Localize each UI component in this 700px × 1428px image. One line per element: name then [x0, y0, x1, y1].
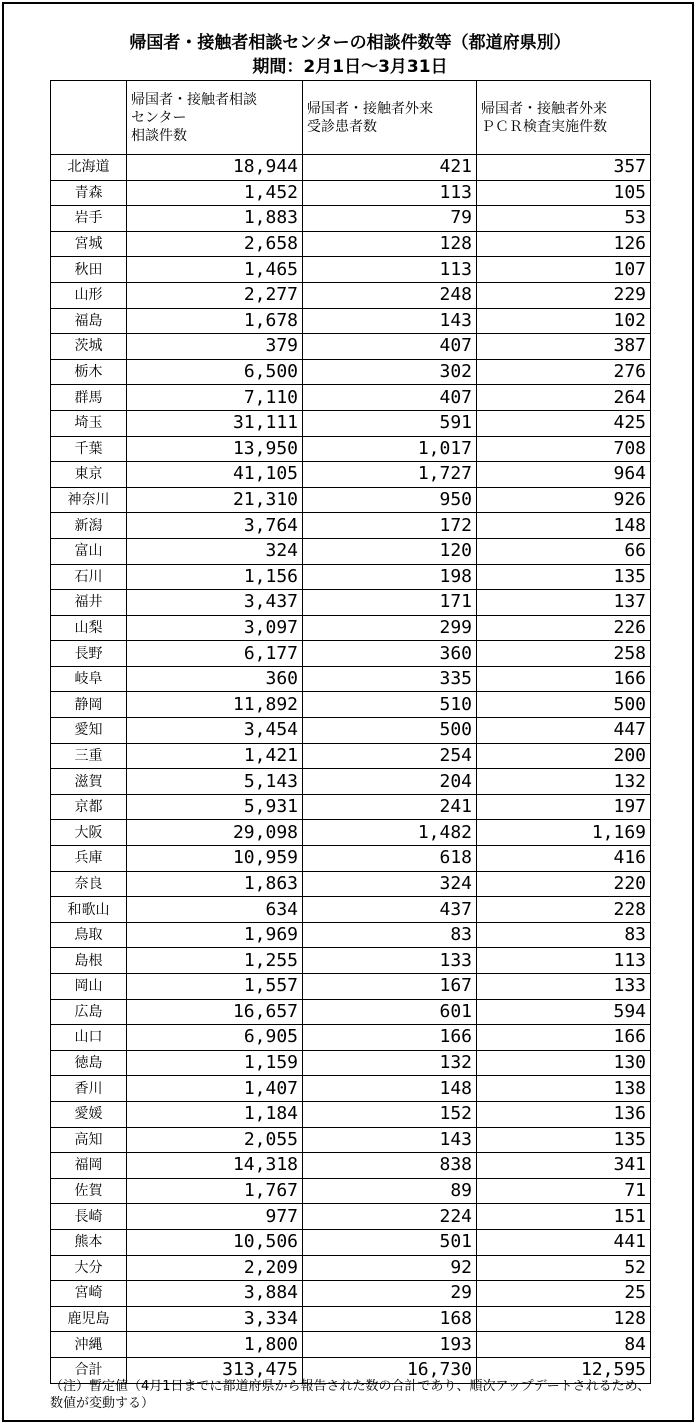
prefecture-cell: 山口	[51, 1025, 127, 1051]
table-row	[51, 462, 651, 488]
header-pcr-tests: 帰国者・接触者外来 ＰＣＲ検査実施件数	[477, 81, 651, 155]
pcr-tests-cell: 25	[477, 1281, 651, 1307]
table-row	[51, 1025, 651, 1051]
prefecture-cell: 滋賀	[51, 769, 127, 795]
prefecture-cell: 合計	[51, 1357, 127, 1383]
prefecture-cell: 島根	[51, 948, 127, 974]
table-row	[51, 359, 651, 385]
table-title: 帰国者・接触者相談センターの相談件数等（都道府県別）	[129, 33, 571, 53]
prefecture-cell: 東京	[51, 462, 127, 488]
table-row	[51, 385, 651, 411]
pcr-tests-cell: 151	[477, 1204, 651, 1230]
consultations-cell: 3,437	[127, 590, 303, 616]
consultations-cell: 16,657	[127, 999, 303, 1025]
prefecture-cell: 長崎	[51, 1204, 127, 1230]
consultations-cell: 1,156	[127, 564, 303, 590]
consultations-cell: 31,111	[127, 410, 303, 436]
prefecture-cell: 茨城	[51, 334, 127, 360]
outpatient-visits-cell: 950	[303, 487, 477, 513]
outpatient-visits-cell: 501	[303, 1229, 477, 1255]
outpatient-visits-cell: 1,482	[303, 820, 477, 846]
table-row	[51, 513, 651, 539]
outpatient-visits-cell: 302	[303, 359, 477, 385]
table-row	[51, 1050, 651, 1076]
table-row	[51, 999, 651, 1025]
table-row	[51, 564, 651, 590]
prefecture-cell: 大分	[51, 1255, 127, 1281]
pcr-tests-cell: 135	[477, 1127, 651, 1153]
outpatient-visits-cell: 335	[303, 666, 477, 692]
outpatient-visits-cell: 248	[303, 282, 477, 308]
outpatient-visits-cell: 1,017	[303, 436, 477, 462]
table-row	[51, 1101, 651, 1127]
outpatient-visits-cell: 172	[303, 513, 477, 539]
pcr-tests-cell: 135	[477, 564, 651, 590]
outpatient-visits-cell: 113	[303, 257, 477, 283]
consultations-cell: 313,475	[127, 1357, 303, 1383]
table-row	[51, 615, 651, 641]
table-row	[51, 794, 651, 820]
outpatient-visits-cell: 143	[303, 1127, 477, 1153]
pcr-tests-cell: 594	[477, 999, 651, 1025]
consultations-cell: 13,950	[127, 436, 303, 462]
consultations-cell: 2,055	[127, 1127, 303, 1153]
prefecture-cell: 千葉	[51, 436, 127, 462]
prefecture-cell: 神奈川	[51, 487, 127, 513]
pcr-tests-cell: 1,169	[477, 820, 651, 846]
consultations-cell: 1,465	[127, 257, 303, 283]
table-row	[51, 538, 651, 564]
consultations-cell: 5,143	[127, 769, 303, 795]
outpatient-visits-cell: 591	[303, 410, 477, 436]
prefecture-cell: 愛知	[51, 718, 127, 744]
consultations-cell: 634	[127, 897, 303, 923]
outpatient-visits-cell: 241	[303, 794, 477, 820]
prefecture-cell: 栃木	[51, 359, 127, 385]
consultations-cell: 5,931	[127, 794, 303, 820]
consultations-cell: 379	[127, 334, 303, 360]
table-row	[51, 820, 651, 846]
consultations-cell: 6,905	[127, 1025, 303, 1051]
pcr-tests-cell: 138	[477, 1076, 651, 1102]
pcr-tests-cell: 105	[477, 180, 651, 206]
pcr-tests-cell: 276	[477, 359, 651, 385]
pcr-tests-cell: 133	[477, 974, 651, 1000]
pcr-tests-cell: 83	[477, 922, 651, 948]
prefecture-cell: 新潟	[51, 513, 127, 539]
consultations-cell: 1,800	[127, 1332, 303, 1358]
consultations-cell: 324	[127, 538, 303, 564]
pcr-tests-cell: 71	[477, 1178, 651, 1204]
prefecture-cell: 山梨	[51, 615, 127, 641]
consultations-cell: 977	[127, 1204, 303, 1230]
prefecture-cell: 和歌山	[51, 897, 127, 923]
outpatient-visits-cell: 407	[303, 334, 477, 360]
prefecture-cell: 北海道	[51, 155, 127, 181]
consultations-cell: 3,334	[127, 1306, 303, 1332]
table-row	[51, 487, 651, 513]
consultations-cell: 1,969	[127, 922, 303, 948]
outpatient-visits-cell: 407	[303, 385, 477, 411]
consultations-cell: 1,557	[127, 974, 303, 1000]
consultations-cell: 7,110	[127, 385, 303, 411]
consultations-cell: 6,177	[127, 641, 303, 667]
table-row	[51, 1076, 651, 1102]
table-row	[51, 769, 651, 795]
pcr-tests-cell: 107	[477, 257, 651, 283]
prefecture-cell: 石川	[51, 564, 127, 590]
pcr-tests-cell: 137	[477, 590, 651, 616]
prefecture-cell: 広島	[51, 999, 127, 1025]
pcr-tests-cell: 166	[477, 666, 651, 692]
pcr-tests-cell: 136	[477, 1101, 651, 1127]
outpatient-visits-cell: 133	[303, 948, 477, 974]
outpatient-visits-cell: 132	[303, 1050, 477, 1076]
outpatient-visits-cell: 299	[303, 615, 477, 641]
table-row	[51, 334, 651, 360]
period-label: 期間：2月1日～3月31日	[252, 57, 448, 77]
consultations-cell: 1,159	[127, 1050, 303, 1076]
prefecture-cell: 兵庫	[51, 846, 127, 872]
consultations-cell: 3,097	[127, 615, 303, 641]
footnote: （注）暫定値（4月1日までに都道府県から報告された数の合計であり、順次アップデートされるため、数値が変動する）	[50, 1379, 651, 1411]
outpatient-visits-cell: 224	[303, 1204, 477, 1230]
consultations-cell: 1,255	[127, 948, 303, 974]
pcr-tests-cell: 708	[477, 436, 651, 462]
table-row	[51, 155, 651, 181]
table-row	[51, 1153, 651, 1179]
consultations-cell: 29,098	[127, 820, 303, 846]
prefecture-cell: 福井	[51, 590, 127, 616]
pcr-tests-cell: 132	[477, 769, 651, 795]
table-row	[51, 897, 651, 923]
table-row	[51, 1127, 651, 1153]
pcr-tests-cell: 53	[477, 206, 651, 232]
table-row	[51, 948, 651, 974]
prefecture-cell: 宮崎	[51, 1281, 127, 1307]
prefecture-cell: 鳥取	[51, 922, 127, 948]
header-consultations: 帰国者・接触者相談 センター 相談件数	[127, 81, 303, 155]
prefecture-cell: 埼玉	[51, 410, 127, 436]
prefecture-cell: 宮城	[51, 231, 127, 257]
header-row	[51, 81, 651, 155]
pcr-tests-cell: 926	[477, 487, 651, 513]
header-outpatient-visits: 帰国者・接触者外来 受診患者数	[303, 81, 477, 155]
prefecture-cell: 岐阜	[51, 666, 127, 692]
consultations-cell: 360	[127, 666, 303, 692]
consultations-cell: 1,767	[127, 1178, 303, 1204]
prefecture-cell: 徳島	[51, 1050, 127, 1076]
consultations-cell: 1,863	[127, 871, 303, 897]
outpatient-visits-cell: 204	[303, 769, 477, 795]
outpatient-visits-cell: 324	[303, 871, 477, 897]
consultations-cell: 2,658	[127, 231, 303, 257]
consultations-cell: 11,892	[127, 692, 303, 718]
table-row	[51, 692, 651, 718]
pcr-tests-cell: 341	[477, 1153, 651, 1179]
consultations-cell: 41,105	[127, 462, 303, 488]
table-row	[51, 871, 651, 897]
prefecture-cell: 長野	[51, 641, 127, 667]
outpatient-visits-cell: 167	[303, 974, 477, 1000]
prefecture-cell: 福島	[51, 308, 127, 334]
consultations-cell: 10,959	[127, 846, 303, 872]
table-row	[51, 590, 651, 616]
pcr-tests-cell: 84	[477, 1332, 651, 1358]
pcr-tests-cell: 102	[477, 308, 651, 334]
table-row	[51, 1306, 651, 1332]
pcr-tests-cell: 357	[477, 155, 651, 181]
pcr-tests-cell: 425	[477, 410, 651, 436]
outpatient-visits-cell: 16,730	[303, 1357, 477, 1383]
consultations-cell: 10,506	[127, 1229, 303, 1255]
outpatient-visits-cell: 89	[303, 1178, 477, 1204]
pcr-tests-cell: 52	[477, 1255, 651, 1281]
prefecture-cell: 静岡	[51, 692, 127, 718]
table-row	[51, 410, 651, 436]
outpatient-visits-cell: 128	[303, 231, 477, 257]
pcr-tests-cell: 130	[477, 1050, 651, 1076]
outpatient-visits-cell: 510	[303, 692, 477, 718]
outpatient-visits-cell: 152	[303, 1101, 477, 1127]
prefecture-cell: 岡山	[51, 974, 127, 1000]
table-row	[51, 641, 651, 667]
prefecture-cell: 香川	[51, 1076, 127, 1102]
outpatient-visits-cell: 83	[303, 922, 477, 948]
consultations-cell: 1,883	[127, 206, 303, 232]
prefecture-cell: 奈良	[51, 871, 127, 897]
outpatient-visits-cell: 838	[303, 1153, 477, 1179]
pcr-tests-cell: 220	[477, 871, 651, 897]
pcr-tests-cell: 126	[477, 231, 651, 257]
table-row	[51, 1332, 651, 1358]
pcr-tests-cell: 441	[477, 1229, 651, 1255]
table-row	[51, 308, 651, 334]
pcr-tests-cell: 264	[477, 385, 651, 411]
prefecture-cell: 富山	[51, 538, 127, 564]
pcr-tests-cell: 128	[477, 1306, 651, 1332]
prefecture-cell: 青森	[51, 180, 127, 206]
pcr-tests-cell: 416	[477, 846, 651, 872]
outpatient-visits-cell: 120	[303, 538, 477, 564]
outpatient-visits-cell: 1,727	[303, 462, 477, 488]
table-row	[51, 1204, 651, 1230]
prefecture-cell: 大阪	[51, 820, 127, 846]
outpatient-visits-cell: 437	[303, 897, 477, 923]
consultations-cell: 1,421	[127, 743, 303, 769]
outpatient-visits-cell: 168	[303, 1306, 477, 1332]
outpatient-visits-cell: 166	[303, 1025, 477, 1051]
consultations-cell: 1,407	[127, 1076, 303, 1102]
consultations-cell: 18,944	[127, 155, 303, 181]
pcr-tests-cell: 200	[477, 743, 651, 769]
table-row	[51, 180, 651, 206]
table-row	[51, 1281, 651, 1307]
pcr-tests-cell: 166	[477, 1025, 651, 1051]
pcr-tests-cell: 229	[477, 282, 651, 308]
prefecture-cell: 秋田	[51, 257, 127, 283]
prefecture-cell: 佐賀	[51, 1178, 127, 1204]
consultations-cell: 2,277	[127, 282, 303, 308]
outpatient-visits-cell: 113	[303, 180, 477, 206]
prefecture-cell: 岩手	[51, 206, 127, 232]
table-row	[51, 846, 651, 872]
pcr-tests-cell: 500	[477, 692, 651, 718]
table-row	[51, 282, 651, 308]
table-row	[51, 922, 651, 948]
pcr-tests-cell: 387	[477, 334, 651, 360]
outpatient-visits-cell: 79	[303, 206, 477, 232]
outpatient-visits-cell: 143	[303, 308, 477, 334]
prefecture-cell: 福岡	[51, 1153, 127, 1179]
consultations-cell: 2,209	[127, 1255, 303, 1281]
prefecture-cell: 群馬	[51, 385, 127, 411]
table-row	[51, 257, 651, 283]
table-row	[51, 743, 651, 769]
pcr-tests-cell: 258	[477, 641, 651, 667]
table-row	[51, 206, 651, 232]
pcr-tests-cell: 197	[477, 794, 651, 820]
outpatient-visits-cell: 601	[303, 999, 477, 1025]
table-row	[51, 718, 651, 744]
pcr-tests-cell: 113	[477, 948, 651, 974]
prefecture-cell: 山形	[51, 282, 127, 308]
consultations-cell: 1,452	[127, 180, 303, 206]
consultations-cell: 1,678	[127, 308, 303, 334]
pcr-tests-cell: 228	[477, 897, 651, 923]
pcr-tests-cell: 964	[477, 462, 651, 488]
consultations-cell: 14,318	[127, 1153, 303, 1179]
table-row	[51, 231, 651, 257]
header-corner	[51, 81, 127, 155]
outpatient-visits-cell: 29	[303, 1281, 477, 1307]
consultations-cell: 1,184	[127, 1101, 303, 1127]
outpatient-visits-cell: 254	[303, 743, 477, 769]
pcr-tests-cell: 12,595	[477, 1357, 651, 1383]
pcr-tests-cell: 148	[477, 513, 651, 539]
table-body	[51, 155, 651, 1384]
table-row	[51, 436, 651, 462]
outpatient-visits-cell: 148	[303, 1076, 477, 1102]
outpatient-visits-cell: 618	[303, 846, 477, 872]
outpatient-visits-cell: 198	[303, 564, 477, 590]
table-row	[51, 974, 651, 1000]
table-row	[51, 1178, 651, 1204]
consultations-cell: 3,884	[127, 1281, 303, 1307]
outpatient-visits-cell: 500	[303, 718, 477, 744]
consultations-cell: 3,454	[127, 718, 303, 744]
prefecture-cell: 鹿児島	[51, 1306, 127, 1332]
consultations-cell: 6,500	[127, 359, 303, 385]
table-row	[51, 666, 651, 692]
consultations-cell: 21,310	[127, 487, 303, 513]
pcr-tests-cell: 66	[477, 538, 651, 564]
prefecture-cell: 高知	[51, 1127, 127, 1153]
pcr-tests-cell: 226	[477, 615, 651, 641]
prefecture-cell: 愛媛	[51, 1101, 127, 1127]
outpatient-visits-cell: 421	[303, 155, 477, 181]
consultations-cell: 3,764	[127, 513, 303, 539]
outpatient-visits-cell: 193	[303, 1332, 477, 1358]
prefecture-cell: 三重	[51, 743, 127, 769]
outpatient-visits-cell: 171	[303, 590, 477, 616]
prefecture-cell: 京都	[51, 794, 127, 820]
consultation-table	[50, 80, 651, 1384]
prefecture-cell: 熊本	[51, 1229, 127, 1255]
prefecture-cell: 沖縄	[51, 1332, 127, 1358]
table-row	[51, 1255, 651, 1281]
table-row	[51, 1229, 651, 1255]
outpatient-visits-cell: 92	[303, 1255, 477, 1281]
pcr-tests-cell: 447	[477, 718, 651, 744]
outpatient-visits-cell: 360	[303, 641, 477, 667]
